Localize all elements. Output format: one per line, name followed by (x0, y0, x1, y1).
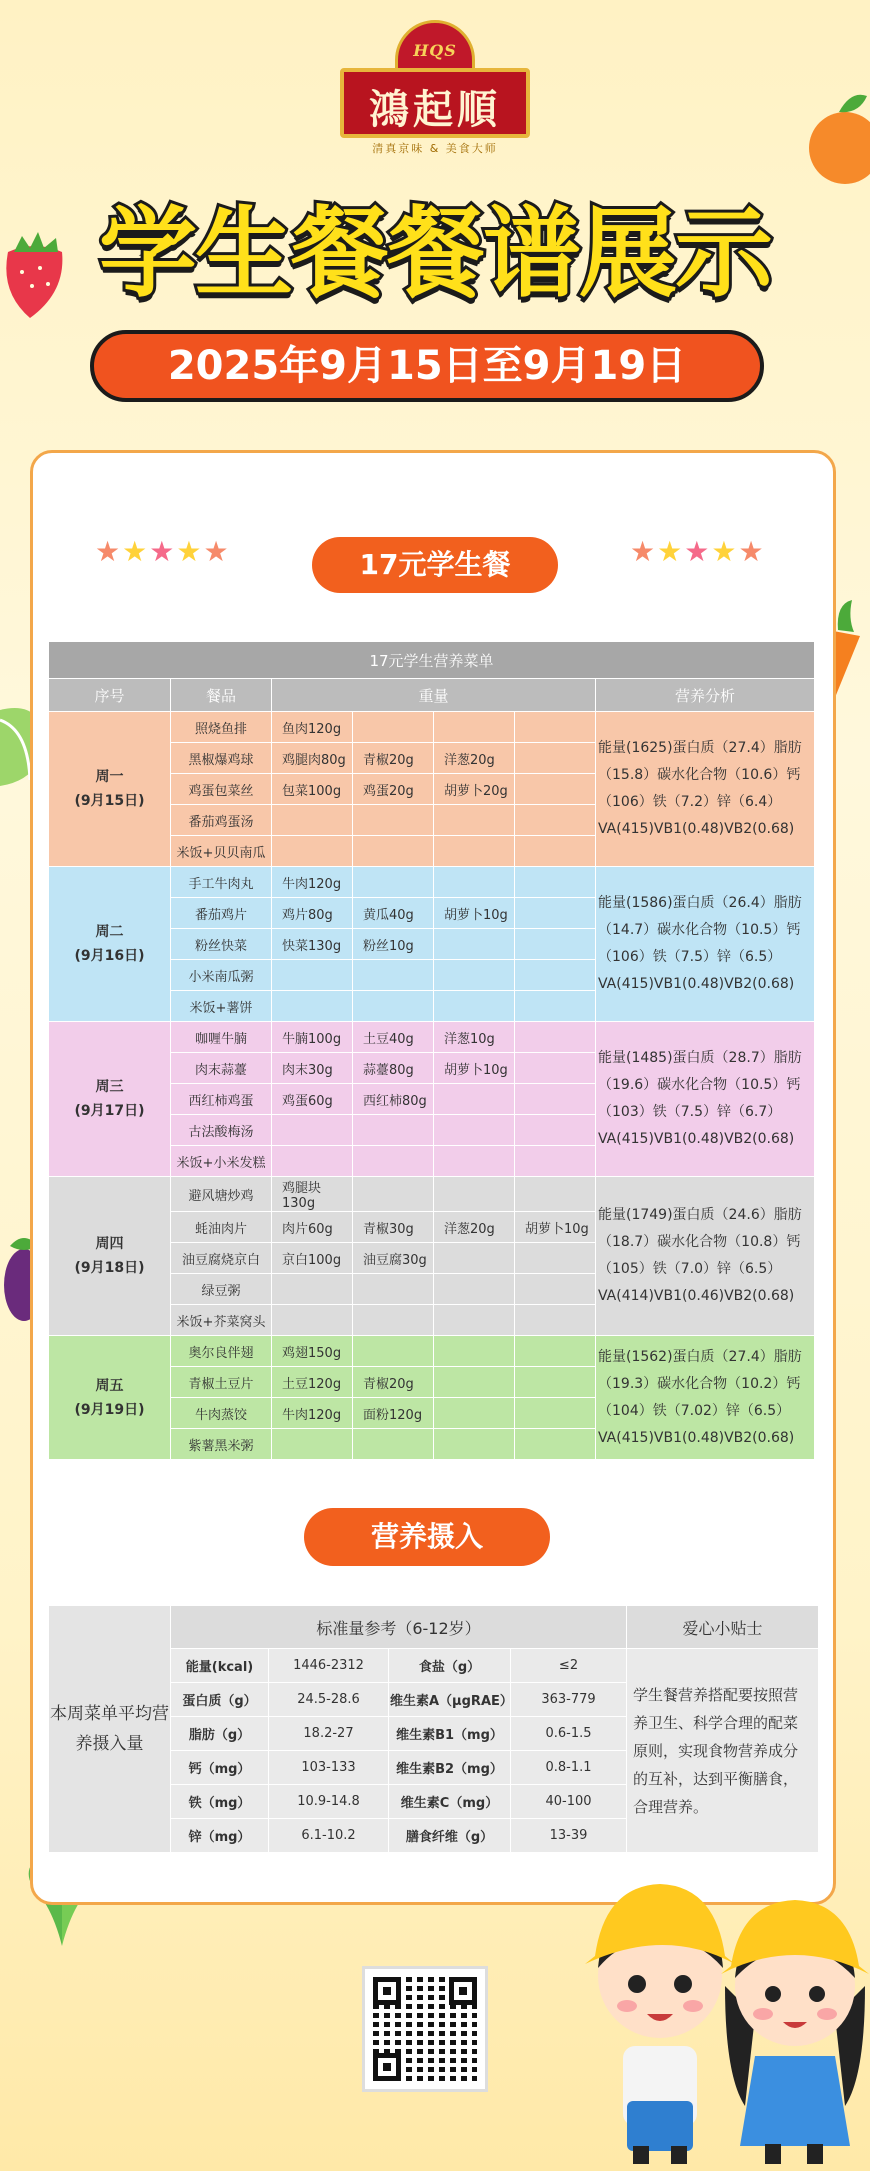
ingredient-weight (353, 712, 434, 743)
ingredient-weight (353, 960, 434, 991)
qr-finder (373, 1977, 401, 2005)
dish-name: 鸡蛋包菜丝 (171, 774, 272, 805)
ingredient-weight (515, 712, 596, 743)
ingredient-weight (434, 1336, 515, 1367)
day-name: 周五 (95, 1377, 124, 1394)
ingredient-weight (434, 1243, 515, 1274)
logo-name: 鴻起順 (369, 86, 501, 133)
ingredient-weight (353, 1336, 434, 1367)
nutrition-analysis: 能量(1586)蛋白质（26.4）脂肪（14.7）碳水化合物（10.5）钙（106）铁（7.5）锌（6.5）VA(415)VB1(0.48)VB2(0.68) (596, 867, 815, 1022)
ingredient-weight (434, 1084, 515, 1115)
qr-code (362, 1966, 488, 2092)
ingredient-weight: 鸡腿肉80g (272, 743, 353, 774)
dish-name: 番茄鸡蛋汤 (171, 805, 272, 836)
day-date: (9月18日) (74, 1260, 145, 1276)
nutrient-range: 13-39 (511, 1819, 627, 1853)
ingredient-weight (434, 991, 515, 1022)
day-cell (49, 712, 171, 867)
ingredient-weight (515, 805, 596, 836)
dish-name: 番茄鸡片 (171, 898, 272, 929)
ingredient-weight (353, 1177, 434, 1212)
kids-illustration (585, 1856, 870, 2171)
star-decoration-left: ★★★★★ (95, 535, 231, 568)
nutrition-analysis: 能量(1562)蛋白质（27.4）脂肪（19.3）碳水化合物（10.2）钙（104）铁（7.02）锌（6.5）VA(415)VB1(0.48)VB2(0.68) (596, 1336, 815, 1460)
dish-name: 小米南瓜粥 (171, 960, 272, 991)
ingredient-weight (515, 743, 596, 774)
nutrition-analysis: 能量(1485)蛋白质（28.7）脂肪（19.6）碳水化合物（10.5）钙（103）铁（7.5）锌（6.7）VA(415)VB1(0.48)VB2(0.68) (596, 1022, 815, 1177)
dish-name: 油豆腐烧京白 (171, 1243, 272, 1274)
nutrient-name: 膳食纤维（g） (389, 1819, 511, 1853)
day-cell (49, 1336, 171, 1460)
dish-name: 肉末蒜薹 (171, 1053, 272, 1084)
brand-logo (340, 20, 530, 155)
ingredient-weight (272, 991, 353, 1022)
ingredient-weight: 鸡腿块130g (272, 1177, 353, 1212)
day-name: 周二 (95, 924, 124, 940)
ingredient-weight (353, 1305, 434, 1336)
dish-name: 照烧鱼排 (171, 712, 272, 743)
menu-row (49, 1336, 815, 1367)
day-cell (49, 1177, 171, 1336)
ingredient-weight (272, 1115, 353, 1146)
nutrient-name: 维生素C（mg） (389, 1785, 511, 1819)
ingredient-weight: 胡萝卜20g (434, 774, 515, 805)
ingredient-weight: 胡萝卜10g (434, 898, 515, 929)
ingredient-weight (353, 1429, 434, 1460)
ingredient-weight (434, 836, 515, 867)
ingredient-weight: 西红柿80g (353, 1084, 434, 1115)
ingredient-weight (434, 929, 515, 960)
section-label-17-meal: 17元学生餐 (312, 537, 558, 593)
ingredient-weight: 肉末30g (272, 1053, 353, 1084)
ingredient-weight (515, 774, 596, 805)
tip-text: 学生餐营养搭配要按照营养卫生、科学合理的配菜原则，实现食物营养成分的互补，达到平衡膳食，合理营养。 (627, 1649, 819, 1853)
ingredient-weight (515, 898, 596, 929)
ingredient-weight (515, 1053, 596, 1084)
dish-name: 蚝油肉片 (171, 1212, 272, 1243)
qr-finder (373, 2053, 401, 2081)
ingredient-weight (434, 805, 515, 836)
nutrient-name: 维生素B1（mg） (389, 1717, 511, 1751)
ingredient-weight (434, 960, 515, 991)
dish-name: 粉丝快菜 (171, 929, 272, 960)
ingredient-weight (353, 1146, 434, 1177)
nutrient-name: 脂肪（g） (171, 1717, 269, 1751)
nutrition-intake-table (48, 1605, 819, 1853)
ingredient-weight (272, 805, 353, 836)
nutrient-range: 0.8-1.1 (511, 1751, 627, 1785)
ingredient-weight: 包菜100g (272, 774, 353, 805)
intake-row-label: 本周菜单平均营养摄入量 (49, 1606, 171, 1853)
menu-row (49, 1022, 815, 1053)
nutrient-range: 40-100 (511, 1785, 627, 1819)
ingredient-weight: 粉丝10g (353, 929, 434, 960)
ingredient-weight: 鸡片80g (272, 898, 353, 929)
dish-name: 青椒土豆片 (171, 1367, 272, 1398)
ingredient-weight: 肉片60g (272, 1212, 353, 1243)
menu-row (49, 1177, 815, 1212)
ingredient-weight (434, 1115, 515, 1146)
ingredient-weight (272, 1274, 353, 1305)
ingredient-weight (434, 1146, 515, 1177)
day-name: 周四 (95, 1236, 124, 1252)
nutrient-range: 363-779 (511, 1683, 627, 1717)
dish-name: 米饭+贝贝南瓜 (171, 836, 272, 867)
ingredient-weight (434, 712, 515, 743)
menu-title: 17元学生营养菜单 (49, 642, 815, 679)
nutrition-analysis: 能量(1749)蛋白质（24.6）脂肪（18.7）碳水化合物（10.8）钙（105）铁（7.0）锌（6.5）VA(414)VB1(0.46)VB2(0.68) (596, 1177, 815, 1336)
day-date: (9月19日) (74, 1401, 145, 1418)
ingredient-weight (353, 1274, 434, 1305)
dish-name: 米饭+芥菜窝头 (171, 1305, 272, 1336)
dish-name: 绿豆粥 (171, 1274, 272, 1305)
ingredient-weight (434, 1274, 515, 1305)
ingredient-weight (353, 991, 434, 1022)
ingredient-weight (515, 991, 596, 1022)
dish-name: 手工牛肉丸 (171, 867, 272, 898)
header-no: 序号 (49, 679, 171, 712)
dish-name: 米饭+薯饼 (171, 991, 272, 1022)
day-cell (49, 1022, 171, 1177)
ingredient-weight: 土豆40g (353, 1022, 434, 1053)
ingredient-weight: 面粉120g (353, 1398, 434, 1429)
day-name: 周三 (95, 1079, 124, 1095)
nutrition-analysis: 能量(1625)蛋白质（27.4）脂肪（15.8）碳水化合物（10.6）钙（106）铁（7.2）锌（6.4）VA(415)VB1(0.48)VB2(0.68) (596, 712, 815, 867)
tip-header: 爱心小贴士 (627, 1606, 819, 1649)
nutrient-range: 0.6-1.5 (511, 1717, 627, 1751)
ingredient-weight: 洋葱10g (434, 1022, 515, 1053)
ingredient-weight: 鸡蛋20g (353, 774, 434, 805)
nutrient-name: 蛋白质（g） (171, 1683, 269, 1717)
ingredient-weight (515, 836, 596, 867)
dish-name: 咖喱牛腩 (171, 1022, 272, 1053)
date-range-banner: 2025年9月15日至9月19日 (90, 330, 764, 402)
nutrient-range: ≤2 (511, 1649, 627, 1683)
ingredient-weight (272, 1305, 353, 1336)
section-label-nutrition: 营养摄入 (304, 1508, 550, 1566)
ingredient-weight: 黄瓜40g (353, 898, 434, 929)
ingredient-weight (272, 836, 353, 867)
nutrient-range: 24.5-28.6 (269, 1683, 389, 1717)
ingredient-weight (272, 960, 353, 991)
ingredient-weight: 鸡蛋60g (272, 1084, 353, 1115)
ingredient-weight (434, 1398, 515, 1429)
ingredient-weight (515, 867, 596, 898)
ingredient-weight: 胡萝卜10g (515, 1212, 596, 1243)
ingredient-weight: 洋葱20g (434, 743, 515, 774)
ingredient-weight: 牛腩100g (272, 1022, 353, 1053)
orange-icon (805, 88, 870, 188)
ingredient-weight: 牛肉120g (272, 1398, 353, 1429)
day-date: (9月15日) (74, 793, 145, 809)
ingredient-weight: 洋葱20g (434, 1212, 515, 1243)
nutrient-name: 维生素A（μgRAE） (389, 1683, 511, 1717)
ingredient-weight: 京白100g (272, 1243, 353, 1274)
ingredient-weight (353, 805, 434, 836)
day-date: (9月16日) (74, 948, 145, 964)
nutrient-name: 食盐（g） (389, 1649, 511, 1683)
ingredient-weight (515, 1367, 596, 1398)
qr-finder (449, 1977, 477, 2005)
nutrient-range: 1446-2312 (269, 1649, 389, 1683)
ingredient-weight (515, 1305, 596, 1336)
ingredient-weight (515, 1115, 596, 1146)
ingredient-weight (515, 1398, 596, 1429)
ingredient-weight (515, 1022, 596, 1053)
ingredient-weight (353, 1115, 434, 1146)
ingredient-weight (515, 929, 596, 960)
ingredient-weight (515, 1243, 596, 1274)
ingredient-weight (515, 1274, 596, 1305)
ingredient-weight (515, 1146, 596, 1177)
header-weight: 重量 (272, 679, 596, 712)
header-dish: 餐品 (171, 679, 272, 712)
ingredient-weight (353, 867, 434, 898)
ingredient-weight (353, 836, 434, 867)
ingredient-weight (272, 1146, 353, 1177)
ingredient-weight: 青椒20g (353, 1367, 434, 1398)
ingredient-weight: 蒜薹80g (353, 1053, 434, 1084)
reference-header: 标准量参考（6-12岁） (171, 1606, 627, 1649)
dish-name: 奥尔良伴翅 (171, 1336, 272, 1367)
ingredient-weight (434, 1429, 515, 1460)
dish-name: 西红柿鸡蛋 (171, 1084, 272, 1115)
dish-name: 米饭+小米发糕 (171, 1146, 272, 1177)
star-decoration-right: ★★★★★ (630, 535, 766, 568)
ingredient-weight (434, 1367, 515, 1398)
ingredient-weight: 青椒20g (353, 743, 434, 774)
logo-badge: HQS (413, 41, 457, 60)
logo-tagline: 清真京味 & 美食大师 (372, 142, 498, 155)
menu-row (49, 712, 815, 743)
ingredient-weight: 鱼肉120g (272, 712, 353, 743)
ingredient-weight: 牛肉120g (272, 867, 353, 898)
dish-name: 避风塘炒鸡 (171, 1177, 272, 1212)
dish-name: 黑椒爆鸡球 (171, 743, 272, 774)
dish-name: 紫薯黑米粥 (171, 1429, 272, 1460)
ingredient-weight (434, 867, 515, 898)
dish-name: 古法酸梅汤 (171, 1115, 272, 1146)
nutrient-range: 103-133 (269, 1751, 389, 1785)
ingredient-weight (515, 960, 596, 991)
dish-name: 牛肉蒸饺 (171, 1398, 272, 1429)
ingredient-weight (515, 1336, 596, 1367)
nutrient-name: 锌（mg） (171, 1819, 269, 1853)
nutrient-range: 6.1-10.2 (269, 1819, 389, 1853)
header-nutrition: 营养分析 (596, 679, 815, 712)
nutrient-range: 10.9-14.8 (269, 1785, 389, 1819)
ingredient-weight: 胡萝卜10g (434, 1053, 515, 1084)
page-title: 学生餐餐谱展示 (98, 197, 771, 311)
ingredient-weight: 快菜130g (272, 929, 353, 960)
ingredient-weight: 青椒30g (353, 1212, 434, 1243)
nutrient-name: 维生素B2（mg） (389, 1751, 511, 1785)
day-name: 周一 (95, 769, 124, 785)
ingredient-weight: 土豆120g (272, 1367, 353, 1398)
nutrient-name: 能量(kcal) (171, 1649, 269, 1683)
ingredient-weight (515, 1177, 596, 1212)
ingredient-weight: 鸡翅150g (272, 1336, 353, 1367)
menu-table (48, 641, 815, 1460)
ingredient-weight (272, 1429, 353, 1460)
ingredient-weight: 油豆腐30g (353, 1243, 434, 1274)
ingredient-weight (515, 1084, 596, 1115)
day-cell (49, 867, 171, 1022)
nutrient-name: 铁（mg） (171, 1785, 269, 1819)
nutrient-range: 18.2-27 (269, 1717, 389, 1751)
logo-plate (340, 68, 530, 138)
ingredient-weight (434, 1177, 515, 1212)
ingredient-weight (434, 1305, 515, 1336)
day-date: (9月17日) (74, 1103, 145, 1119)
menu-row (49, 867, 815, 898)
ingredient-weight (515, 1429, 596, 1460)
nutrient-name: 钙（mg） (171, 1751, 269, 1785)
